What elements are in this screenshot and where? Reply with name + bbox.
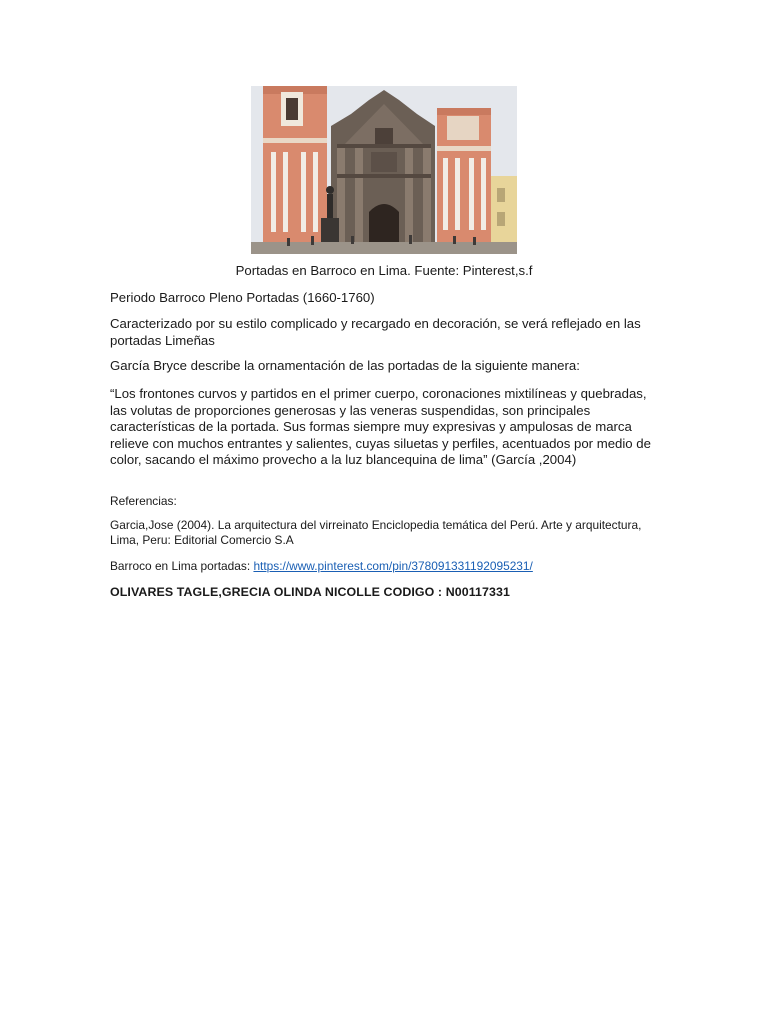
church-facade-illustration	[251, 86, 517, 254]
period-heading: Periodo Barroco Pleno Portadas (1660-1760)	[110, 290, 375, 305]
reference-entry: Garcia,Jose (2004). La arquitectura del virreinato Enciclopedia temática del Perú. Arte y arquitectura, Lima, Peru: Editorial Comercio S.A	[110, 518, 642, 548]
characterized-paragraph: Caracterizado por su estilo complicado y recargado en decoración, se verá reflejado en las portadas Limeñas	[110, 316, 641, 348]
quote-paragraph: “Los frontones curvos y partidos en el primer cuerpo, coronaciones mixtilíneas y quebradas, las volutas de proporciones generosas y las veneras suspendidas, son principales características de la portada. Sus formas siempre muy expresivas y ampulosas de marca relieve con muchos entrantes y salientes, cuyas siluetas y perfiles, acentuados por medio de color, sacando el máximo provecho a la luz blancequina de lima” (García ,2004)	[110, 386, 651, 468]
author-line: OLIVARES TAGLE,GRECIA OLINDA NICOLLE CODIGO : N00117331	[110, 585, 510, 599]
figure-caption: Portadas en Barroco en Lima. Fuente: Pinterest,s.f	[235, 263, 533, 278]
reference-link-prefix: Barroco en Lima portadas:	[110, 559, 254, 573]
references-heading: Referencias:	[110, 494, 177, 508]
reference-entry-link-line	[110, 559, 655, 574]
church-facade-photo	[251, 86, 517, 254]
pinterest-link[interactable]: https://www.pinterest.com/pin/378091331192095231/	[253, 559, 533, 573]
garcia-intro-paragraph: García Bryce describe la ornamentación de las portadas de la siguiente manera:	[110, 358, 580, 373]
